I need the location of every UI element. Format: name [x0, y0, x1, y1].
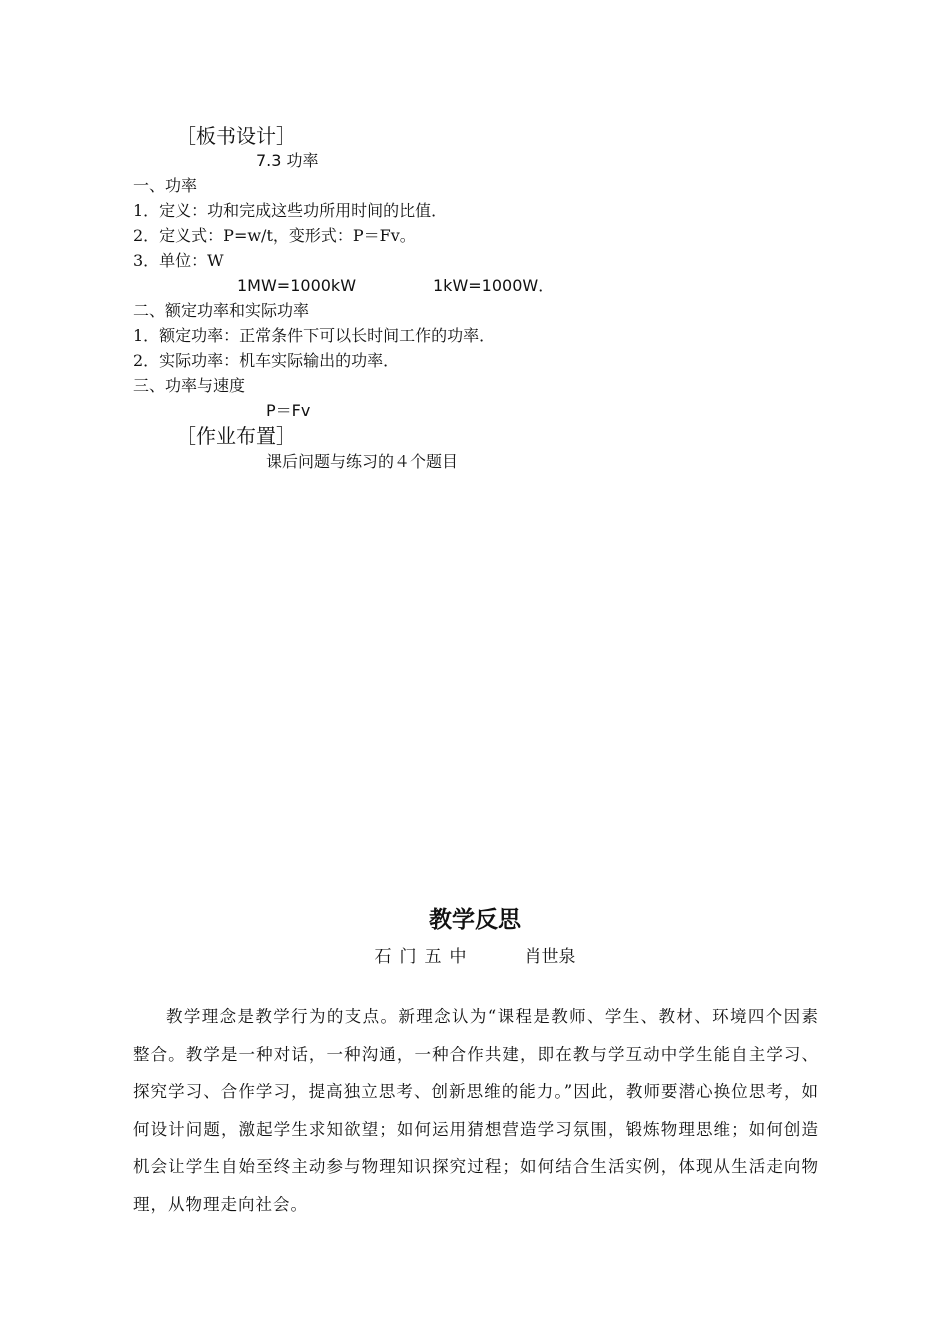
unit-conversion-mw: 1MW=1000kW — [237, 276, 357, 295]
item-definition: 1．定义：功和完成这些功所用时间的比值． — [133, 201, 448, 220]
author-line — [0, 945, 950, 969]
section-rated-power: 二、额定功率和实际功率 — [133, 301, 310, 320]
section-power: 一、功率 — [133, 176, 198, 195]
item-rated-power: 1．额定功率：正常条件下可以长时间工作的功率． — [133, 326, 496, 345]
reflection-paragraph: 教学理念是教学行为的支点。新理念认为“课程是教师、学生、教材、环境四个因素整合。教学是一种对话，一种沟通，一种合作共建，即在教与学互动中学生能自主学习、探究学习、合作学习，提高独立思考、创新思维的能力。”因此，教师要潜心换位思考，如何设计问题，激起学生求知欲望；如何运用猜想营造学习氛围，锻炼物理思维；如何创造机会让学生自始至终主动参与物理知识探究过程；如何结合生活实例，体现从生活走向物理，从物理走向社会。 — [133, 1007, 819, 1214]
formula-p-fv: P＝Fv — [266, 401, 311, 420]
item-unit: 3．单位：W — [133, 251, 224, 270]
homework-heading: ［作业布置］ — [176, 424, 296, 448]
homework-text: 课后问题与练习的４个题目 — [266, 452, 459, 471]
item-formula: 2．定义式：P=w/t，变形式：P＝Fv。 — [133, 226, 416, 245]
board-design-heading: ［板书设计］ — [176, 124, 296, 148]
author-name: 肖世泉 — [524, 947, 576, 967]
board-subtitle: 7.3 功率 — [256, 151, 319, 170]
section-power-speed: 三、功率与速度 — [133, 376, 246, 395]
item-actual-power: 2．实际功率：机车实际输出的功率． — [133, 351, 400, 370]
reflection-title: 教学反思 — [429, 907, 521, 933]
school-name: 石门五中 — [374, 947, 475, 967]
unit-conversion-kw: 1kW=1000W． — [433, 276, 555, 295]
